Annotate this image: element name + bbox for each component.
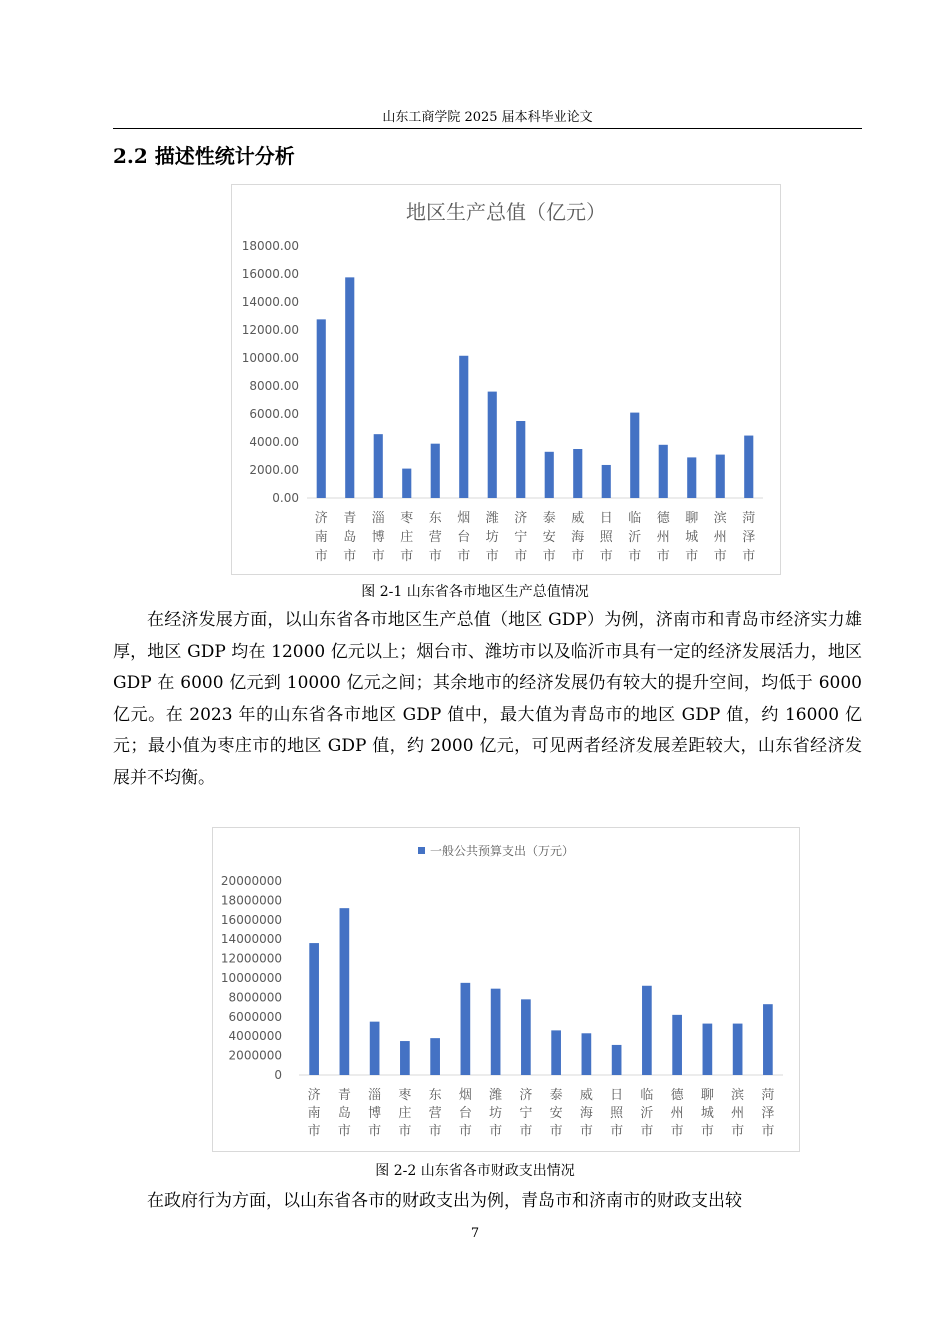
x-tick-char: 市: [549, 1124, 563, 1139]
x-tick-char: 安: [549, 1106, 563, 1121]
x-tick-label: [519, 1087, 532, 1139]
x-tick-char: 济: [314, 511, 328, 526]
y-tick-label: 18000000: [220, 893, 282, 908]
x-tick-char: 泽: [761, 1106, 775, 1121]
x-tick-char: 岛: [343, 530, 357, 545]
y-tick-label: 8000.00: [249, 379, 299, 393]
gdp-chart: [231, 184, 781, 575]
y-tick-label: 20000000: [220, 874, 282, 888]
expenditure-chart-svg: [213, 828, 799, 1151]
x-tick-char: 市: [700, 1124, 714, 1139]
x-tick-char: 沂: [640, 1106, 654, 1121]
x-tick-char: 岛: [337, 1106, 351, 1121]
x-tick-char: 市: [457, 549, 471, 564]
x-tick-label: [742, 510, 755, 564]
y-tick-label: 12000.00: [241, 323, 299, 337]
bar-滨州市: [733, 1024, 743, 1075]
bar-济宁市: [516, 421, 525, 498]
bar-菏泽市: [763, 1004, 773, 1075]
x-tick-char: 枣: [400, 511, 414, 526]
x-tick-char: 坊: [489, 1106, 503, 1121]
x-tick-char: 市: [428, 549, 442, 564]
x-tick-char: 市: [368, 1124, 382, 1139]
x-tick-char: 庄: [398, 1106, 412, 1121]
x-tick-char: 博: [371, 530, 385, 545]
bar-烟台市: [459, 356, 468, 498]
x-tick-label: [398, 1088, 411, 1139]
bar-淄博市: [374, 434, 383, 498]
x-tick-char: 潍: [485, 511, 499, 526]
x-tick-char: 庄: [400, 530, 414, 545]
x-tick-char: 聊: [700, 1088, 714, 1103]
bar-东营市: [430, 1038, 440, 1075]
x-tick-char: 济: [514, 511, 528, 526]
x-tick-char: 市: [579, 1124, 593, 1139]
x-tick-char: 东: [428, 511, 442, 526]
x-tick-char: 市: [761, 1124, 775, 1139]
x-tick-label: [489, 1088, 502, 1139]
bar-济南市: [317, 319, 326, 498]
y-tick-label: 0: [274, 1068, 282, 1082]
bar-东营市: [431, 444, 440, 498]
bar-聊城市: [687, 457, 696, 498]
x-tick-char: 滨: [731, 1088, 745, 1103]
y-tick-label: 16000000: [220, 912, 282, 927]
x-tick-char: 州: [656, 530, 670, 545]
bar-潍坊市: [488, 392, 497, 498]
x-tick-label: [368, 1088, 381, 1139]
x-tick-char: 海: [571, 530, 585, 545]
x-tick-char: 市: [656, 549, 670, 564]
x-tick-label: [315, 510, 328, 564]
x-tick-char: 聊: [685, 511, 699, 526]
x-tick-label: [580, 1087, 593, 1139]
x-tick-char: 沂: [628, 530, 642, 545]
x-tick-char: 市: [337, 1124, 351, 1139]
x-tick-label: [701, 1088, 714, 1139]
bar-滨州市: [716, 455, 725, 498]
paragraph-economy: 在经济发展方面，以山东省各市地区生产总值（地区 GDP）为例，济南市和青岛市经济实力雄厚，地区 GDP 均在 12000 亿元以上；烟台市、潍坊市以及临沂市具有一定的经济发展活力，地区 GDP 在 6000 亿元到 10000 亿元之间；其余地市的经济发展仍有较大的提升空间，均低于 6000 亿元。在 2023 年的山东省各市地区 GDP 值中，最大值为青岛市的地区 GDP 值，约 16000 亿元；最小值为枣庄市的地区 GDP 值，约 2000 亿元，可见两者经济发展差距较大，山东省经济发展并不均衡。: [113, 610, 862, 788]
bar-德州市: [672, 1015, 682, 1075]
x-tick-char: 坊: [485, 530, 499, 545]
header-rule: [113, 128, 862, 129]
y-tick-label: 14000.00: [241, 295, 299, 309]
bar-潍坊市: [491, 989, 501, 1075]
x-tick-label: [459, 1087, 472, 1139]
bar-济南市: [309, 943, 319, 1075]
x-tick-label: [543, 510, 556, 564]
x-tick-char: 安: [542, 530, 556, 545]
y-tick-label: 18000.00: [241, 239, 299, 253]
x-tick-char: 州: [731, 1106, 745, 1121]
x-tick-label: [628, 510, 641, 564]
x-tick-char: 市: [428, 1124, 442, 1139]
x-tick-char: 滨: [713, 511, 727, 526]
x-tick-char: 烟: [457, 511, 471, 526]
x-tick-char: 博: [368, 1106, 382, 1121]
x-tick-char: 德: [656, 511, 670, 526]
bar-日照市: [612, 1045, 622, 1075]
x-tick-label: [640, 1087, 653, 1139]
x-tick-label: [550, 1087, 563, 1139]
x-tick-char: 市: [489, 1124, 503, 1139]
page-number: 7: [470, 1226, 480, 1241]
bar-临沂市: [642, 986, 652, 1075]
x-tick-char: 宁: [519, 1106, 533, 1121]
x-tick-char: 营: [428, 1106, 442, 1121]
x-tick-char: 菏: [742, 511, 756, 526]
x-tick-char: 济: [307, 1088, 321, 1103]
x-tick-char: 威: [571, 511, 585, 526]
page-header: 山东工商学院 2025 届本科毕业论文: [382, 110, 593, 125]
x-tick-char: 台: [457, 530, 471, 545]
x-tick-char: 城: [700, 1106, 714, 1121]
x-tick-char: 菏: [761, 1088, 775, 1103]
x-tick-label: [308, 1087, 321, 1139]
bar-聊城市: [703, 1024, 713, 1075]
x-tick-char: 照: [599, 530, 613, 545]
x-tick-char: 宁: [514, 530, 528, 545]
x-tick-label: [685, 511, 698, 564]
x-tick-label: [400, 511, 413, 564]
y-tick-label: 4000.00: [249, 435, 299, 449]
x-tick-char: 城: [685, 530, 699, 545]
x-tick-label: [372, 511, 385, 564]
y-tick-label: 12000000: [220, 951, 282, 966]
bar-威海市: [573, 449, 582, 498]
x-tick-label: [338, 1087, 351, 1139]
y-tick-label: 4000000: [228, 1029, 282, 1044]
x-tick-char: 市: [713, 549, 727, 564]
x-tick-label: [486, 511, 499, 564]
y-tick-label: 10000.00: [241, 351, 299, 365]
x-tick-label: [657, 511, 671, 564]
x-tick-char: 台: [458, 1106, 472, 1121]
x-tick-char: 市: [400, 549, 414, 564]
x-tick-char: 海: [579, 1106, 593, 1121]
paragraph-government: 在政府行为方面，以山东省各市的财政支出为例，青岛市和济南市的财政支出较: [147, 1191, 742, 1211]
x-tick-char: 市: [640, 1124, 654, 1139]
x-tick-char: 泰: [549, 1088, 563, 1103]
y-tick-label: 10000000: [220, 971, 282, 985]
x-tick-char: 德: [670, 1088, 684, 1103]
x-tick-label: [761, 1087, 774, 1139]
legend-label: 一般公共预算支出（万元）: [430, 844, 575, 858]
section-title: 2.2 描述性统计分析: [113, 144, 295, 168]
figure-2-2-caption: 图 2-2 山东省各市财政支出情况: [375, 1163, 575, 1179]
x-tick-char: 日: [610, 1088, 624, 1103]
chart-title: 地区生产总值（亿元）: [406, 200, 606, 224]
x-tick-char: 淄: [371, 511, 385, 526]
y-tick-label: 8000000: [228, 990, 282, 1005]
bar-济宁市: [521, 999, 531, 1075]
x-tick-label: [429, 511, 442, 564]
x-tick-label: [429, 1088, 442, 1139]
x-tick-char: 日: [599, 511, 613, 526]
bar-泰安市: [545, 452, 554, 498]
y-tick-label: 14000000: [220, 932, 282, 947]
x-tick-char: 济: [519, 1088, 533, 1103]
x-tick-label: [571, 510, 584, 564]
x-tick-label: [600, 511, 614, 564]
x-tick-label: [610, 1088, 624, 1139]
expenditure-chart: [212, 827, 800, 1152]
y-tick-label: 2000.00: [249, 463, 299, 477]
x-tick-char: 市: [485, 549, 499, 564]
x-tick-char: 市: [542, 549, 556, 564]
bar-枣庄市: [402, 469, 411, 498]
x-tick-char: 市: [670, 1124, 684, 1139]
x-tick-label: [731, 1087, 744, 1139]
x-tick-char: 州: [670, 1106, 684, 1121]
x-tick-char: 潍: [489, 1088, 503, 1103]
gdp-chart-svg: [232, 185, 780, 574]
bar-青岛市: [345, 277, 354, 498]
x-tick-char: 威: [579, 1088, 593, 1103]
bar-淄博市: [370, 1022, 380, 1075]
x-tick-char: 临: [628, 511, 642, 526]
x-tick-char: 南: [314, 530, 328, 545]
x-tick-char: 泰: [542, 511, 556, 526]
x-tick-char: 市: [343, 549, 357, 564]
x-tick-char: 市: [742, 549, 756, 564]
x-tick-char: 东: [428, 1088, 442, 1103]
bar-日照市: [602, 465, 611, 498]
bar-枣庄市: [400, 1041, 410, 1075]
legend-swatch: [418, 847, 425, 854]
bar-威海市: [582, 1033, 592, 1075]
x-tick-char: 市: [610, 1124, 624, 1139]
x-tick-char: 市: [458, 1124, 472, 1139]
x-tick-char: 州: [713, 530, 727, 545]
y-tick-label: 0.00: [272, 491, 299, 505]
y-tick-label: 16000.00: [241, 267, 299, 281]
bar-烟台市: [461, 983, 471, 1075]
x-tick-char: 临: [640, 1088, 654, 1103]
x-tick-char: 青: [337, 1088, 351, 1103]
x-tick-char: 市: [314, 549, 328, 564]
x-tick-char: 南: [307, 1106, 321, 1121]
y-tick-label: 6000.00: [249, 407, 299, 421]
x-tick-char: 市: [685, 549, 699, 564]
x-tick-char: 营: [428, 530, 442, 545]
x-tick-label: [343, 510, 356, 564]
x-tick-char: 市: [599, 549, 613, 564]
y-tick-label: 6000000: [228, 1009, 282, 1024]
x-tick-char: 市: [514, 549, 528, 564]
x-tick-char: 青: [343, 511, 357, 526]
x-tick-char: 市: [628, 549, 642, 564]
x-tick-char: 照: [610, 1106, 624, 1121]
x-tick-label: [714, 510, 727, 564]
figure-2-1-caption: 图 2-1 山东省各市地区生产总值情况: [361, 584, 589, 600]
x-tick-char: 市: [398, 1124, 412, 1139]
x-tick-char: 市: [571, 549, 585, 564]
bar-临沂市: [630, 413, 639, 498]
bar-青岛市: [340, 908, 350, 1075]
x-tick-label: [671, 1088, 685, 1139]
x-tick-char: 枣: [398, 1088, 412, 1103]
bar-德州市: [659, 445, 668, 498]
x-tick-char: 市: [307, 1124, 321, 1139]
y-tick-label: 2000000: [228, 1048, 282, 1063]
x-tick-char: 烟: [458, 1088, 472, 1103]
x-tick-char: 市: [731, 1124, 745, 1139]
x-tick-char: 市: [371, 549, 385, 564]
x-tick-char: 市: [519, 1124, 533, 1139]
x-tick-char: 泽: [742, 530, 756, 545]
x-tick-char: 淄: [368, 1088, 382, 1103]
bar-菏泽市: [744, 436, 753, 498]
bar-泰安市: [551, 1030, 561, 1075]
x-tick-label: [514, 510, 527, 564]
x-tick-label: [457, 510, 470, 564]
